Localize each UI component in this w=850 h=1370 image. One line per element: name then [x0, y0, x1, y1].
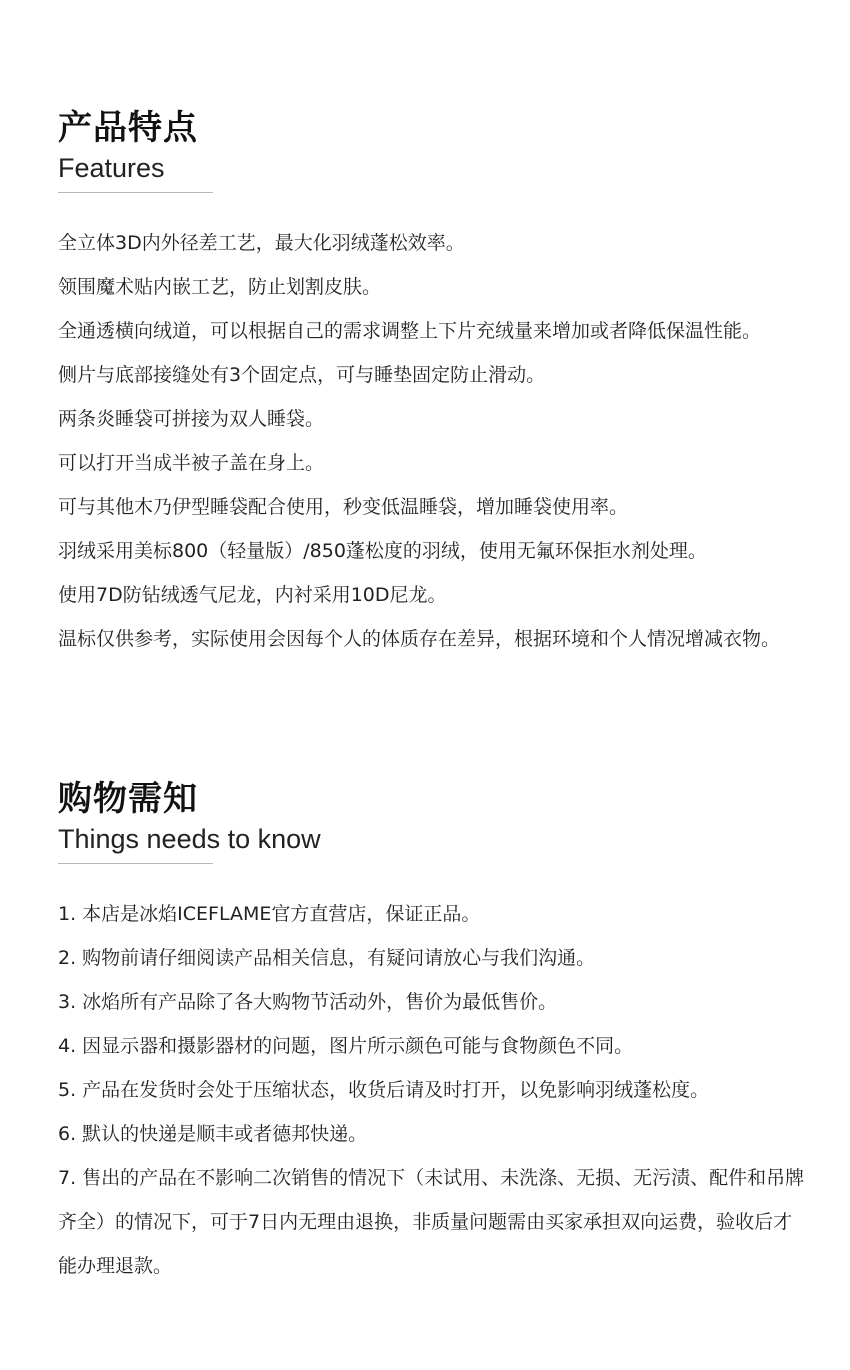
notice-list	[58, 892, 808, 1288]
notice-item: 4. 因显示器和摄影器材的问题，图片所示颜色可能与食物颜色不同。	[58, 1035, 634, 1057]
feature-item: 侧片与底部接缝处有3个固定点，可与睡垫固定防止滑动。	[58, 364, 546, 386]
feature-item: 可与其他木乃伊型睡袋配合使用，秒变低温睡袋，增加睡袋使用率。	[58, 496, 629, 518]
feature-item: 全立体3D内外径差工艺，最大化羽绒蓬松效率。	[58, 232, 465, 254]
notice-item: 5. 产品在发货时会处于压缩状态，收货后请及时打开，以免影响羽绒蓬松度。	[58, 1079, 710, 1101]
notice-item: 6. 默认的快递是顺丰或者德邦快递。	[58, 1123, 368, 1145]
feature-item: 温标仅供参考，实际使用会因每个人的体质存在差异，根据环境和个人情况增减衣物。	[58, 628, 781, 650]
features-list	[58, 221, 808, 661]
notice-title-divider	[58, 863, 213, 864]
feature-item: 使用7D防钻绒透气尼龙，内衬采用10D尼龙。	[58, 584, 447, 606]
feature-item: 领围魔术贴内嵌工艺，防止划割皮肤。	[58, 276, 382, 298]
notice-item: 1. 本店是冰焰ICEFLAME官方直营店，保证正品。	[58, 903, 481, 925]
feature-item: 两条炎睡袋可拼接为双人睡袋。	[58, 408, 325, 430]
shopping-notice-section	[58, 777, 818, 1288]
notice-title-en: Things needs to know	[58, 824, 321, 854]
feature-item: 可以打开当成半被子盖在身上。	[58, 452, 325, 474]
features-title-cn: 产品特点	[58, 108, 198, 148]
features-title-divider	[58, 192, 213, 193]
features-title-en: Features	[58, 153, 165, 183]
notice-item: 7. 售出的产品在不影响二次销售的情况下（未试用、未洗涤、无损、无污渍、配件和吊牌齐全）的情况下，可于7日内无理由退换，非质量问题需由买家承担双向运费，验收后才能办理退款。	[58, 1167, 805, 1277]
features-section	[58, 106, 818, 661]
notice-item: 2. 购物前请仔细阅读产品相关信息，有疑问请放心与我们沟通。	[58, 947, 596, 969]
feature-item: 全通透横向绒道，可以根据自己的需求调整上下片充绒量来增加或者降低保温性能。	[58, 320, 762, 342]
notice-title-cn: 购物需知	[58, 779, 198, 819]
feature-item: 羽绒采用美标800（轻量版）/850蓬松度的羽绒，使用无氟环保拒水剂处理。	[58, 540, 707, 562]
notice-item: 3. 冰焰所有产品除了各大购物节活动外，售价为最低售价。	[58, 991, 558, 1013]
